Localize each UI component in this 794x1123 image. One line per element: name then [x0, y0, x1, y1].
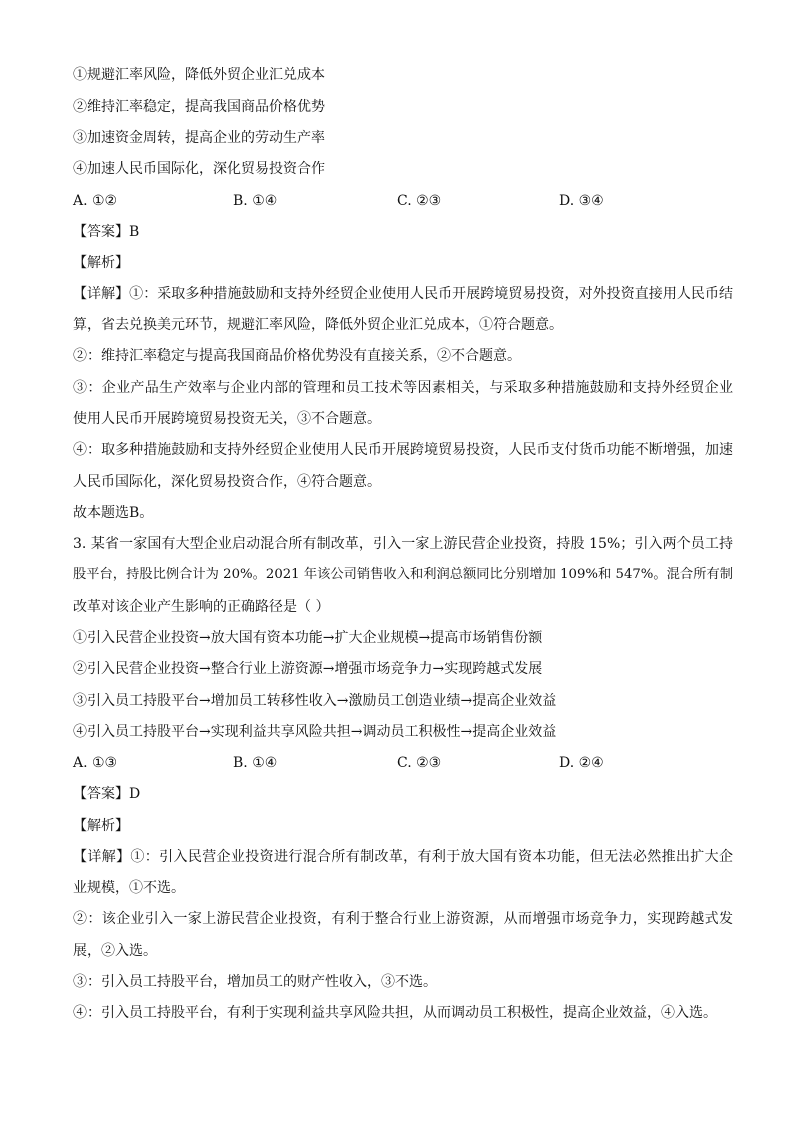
q2-detail-line-4: ③：企业产品生产效率与企业内部的管理和员工技术等因素相关，与采取多种措施鼓励和支持外经贸企业	[73, 380, 733, 396]
q2-option-b: B. ①④	[233, 193, 278, 209]
q3-option-a: A. ①③	[73, 755, 118, 771]
q2-item-1: ①规避汇率风险，降低外贸企业汇兑成本	[73, 67, 325, 83]
q3-stem-line-2: 股平台，持股比例合计为 20%。2021 年该公司销售收入和利润总额同比分别增加 109%和 547%。混合所有制	[73, 567, 733, 582]
q3-detail-line-2: 业规模，①不选。	[73, 880, 185, 896]
q3-option-d: D. ②④	[559, 755, 604, 771]
q2-option-a: A. ①②	[73, 193, 118, 209]
q2-item-3: ③加速资金周转，提高企业的劳动生产率	[73, 130, 325, 146]
q3-detail-line-1: 【详解】①：引入民营企业投资进行混合所有制改革，有利于放大国有资本功能，但无法必然推出扩大企	[73, 849, 733, 865]
q2-option-c: C. ②③	[397, 193, 442, 209]
q3-item-4: ④引入员工持股平台→实现利益共享风险共担→调动员工积极性→提高企业效益	[73, 724, 557, 740]
q3-detail-line-6: ④：引入员工持股平台，有利于实现利益共享风险共担，从而调动员工积极性，提高企业效益，④入选。	[73, 1005, 717, 1021]
q3-answer: 【答案】D	[73, 786, 141, 802]
q2-item-2: ②维持汇率稳定，提高我国商品价格优势	[73, 99, 325, 115]
q3-analysis-label: 【解析】	[73, 818, 129, 834]
q2-analysis-label: 【解析】	[73, 255, 129, 271]
q3-detail-line-5: ③：引入员工持股平台，增加员工的财产性收入，③不选。	[73, 974, 437, 990]
q3-item-1: ①引入民营企业投资→放大国有资本功能→扩大企业规模→提高市场销售份额	[73, 630, 543, 646]
q2-detail-line-5: 使用人民币开展跨境贸易投资无关，③不合题意。	[73, 411, 381, 427]
q3-detail-line-3: ②：该企业引入一家上游民营企业投资，有利于整合行业上游资源，从而增强市场竞争力，实现跨越式发	[73, 911, 733, 927]
q2-detail-line-3: ②：维持汇率稳定与提高我国商品价格优势没有直接关系，②不合题意。	[73, 348, 521, 364]
q3-options	[73, 752, 733, 774]
q2-detail-line-2: 算，省去兑换美元环节，规避汇率风险，降低外贸企业汇兑成本，①符合题意。	[73, 317, 563, 333]
q2-options	[73, 190, 733, 212]
q2-option-d: D. ③④	[559, 193, 604, 209]
q3-stem-line-3: 改革对该企业产生影响的正确路径是（ ）	[73, 599, 330, 615]
q2-answer: 【答案】B	[73, 224, 140, 240]
q3-option-c: C. ②③	[397, 755, 442, 771]
q3-stem-line-1: 3. 某省一家国有大型企业启动混合所有制改革，引入一家上游民营企业投资，持股 15%；引入两个员工持	[73, 536, 733, 552]
q3-item-2: ②引入民营企业投资→整合行业上游资源→增强市场竞争力→实现跨越式发展	[73, 661, 543, 677]
q2-detail-line-7: 人民币国际化，深化贸易投资合作，④符合题意。	[73, 474, 381, 490]
q2-detail-line-8: 故本题选B。	[73, 505, 154, 521]
q2-detail-line-1: 【详解】①：采取多种措施鼓励和支持外经贸企业使用人民币开展跨境贸易投资，对外投资直接用人民币结	[73, 286, 733, 302]
q3-item-3: ③引入员工持股平台→增加员工转移性收入→激励员工创造业绩→提高企业效益	[73, 693, 557, 709]
q3-detail-line-4: 展，②入选。	[73, 943, 157, 959]
q2-detail-line-6: ④：取多种措施鼓励和支持外经贸企业使用人民币开展跨境贸易投资，人民币支付货币功能不断增强，加速	[73, 442, 733, 458]
q2-item-4: ④加速人民币国际化，深化贸易投资合作	[73, 161, 325, 177]
q3-option-b: B. ①④	[233, 755, 278, 771]
